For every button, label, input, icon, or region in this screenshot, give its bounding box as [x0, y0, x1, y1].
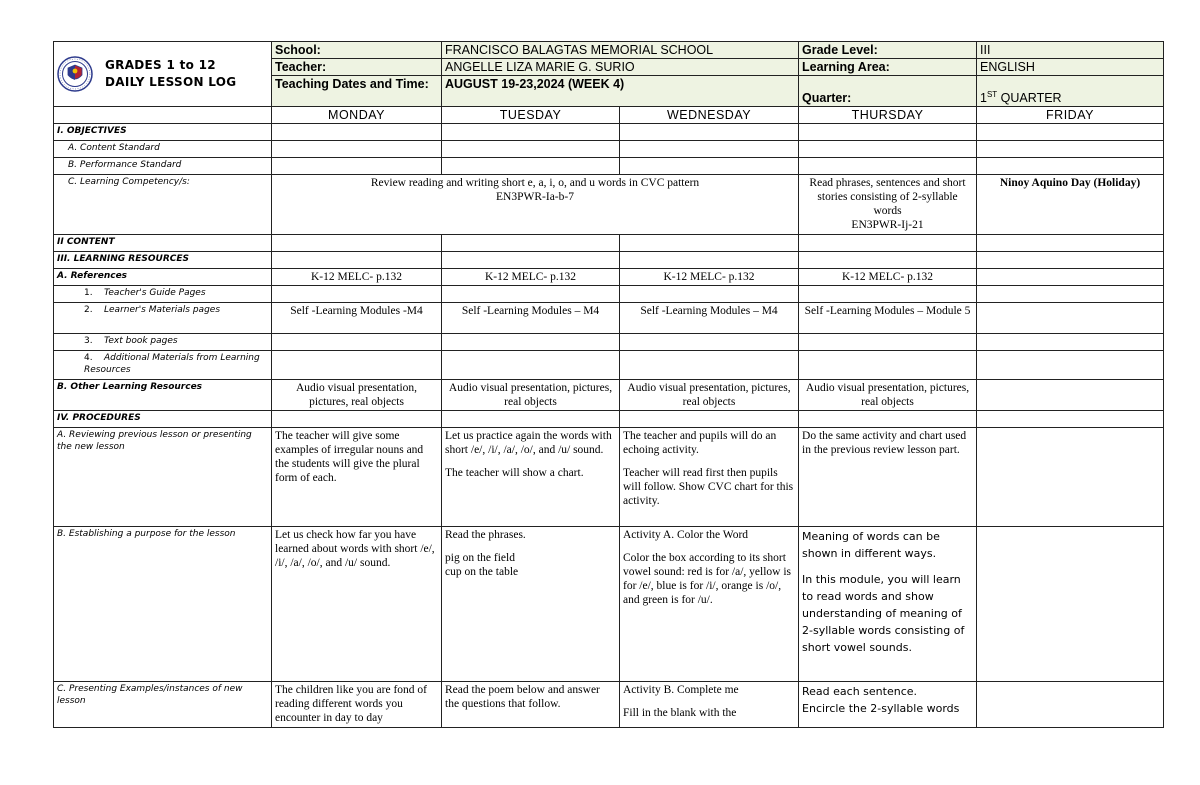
day-friday: FRIDAY	[977, 107, 1164, 124]
grade-value: III	[977, 42, 1164, 59]
additional-materials-label: 4. Additional Materials from Learning Resources	[54, 351, 272, 380]
references-label: A. References	[54, 269, 272, 286]
day-thursday: THURSDAY	[799, 107, 977, 124]
proc-b-tue: Read the phrases. pig on the field cup on the table	[442, 527, 620, 682]
day-wednesday: WEDNESDAY	[620, 107, 799, 124]
procedures-label: IV. PROCEDURES	[54, 411, 272, 428]
quarter-value: 1ST QUARTER	[977, 76, 1164, 107]
lm-thu: Self -Learning Modules – Module 5	[799, 303, 977, 334]
log-title-line2: DAILY LESSON LOG	[105, 75, 237, 89]
proc-c-label: C. Presenting Examples/instances of new lesson	[54, 682, 272, 728]
dates-value: AUGUST 19-23,2024 (WEEK 4)	[442, 76, 799, 107]
competency-mon-wed: Review reading and writing short e, a, i, o, and u words in CVC pattern EN3PWR-Ia-b-7	[272, 175, 799, 235]
competency-thursday: Read phrases, sentences and short stories consisting of 2-syllable words EN3PWR-Ij-21	[799, 175, 977, 235]
day-tuesday: TUESDAY	[442, 107, 620, 124]
day-monday: MONDAY	[272, 107, 442, 124]
ref-tue: K-12 MELC- p.132	[442, 269, 620, 286]
lm-tue: Self -Learning Modules – M4	[442, 303, 620, 334]
content-label: II CONTENT	[54, 235, 272, 252]
ref-thu: K-12 MELC- p.132	[799, 269, 977, 286]
proc-a-mon: The teacher will give some examples of irregular nouns and the students will give the plural form of each.	[272, 428, 442, 527]
grade-label: Grade Level:	[799, 42, 977, 59]
proc-a-wed: The teacher and pupils will do an echoing activity. Teacher will read first then pupils will follow. Show CVC chart for this activity.	[620, 428, 799, 527]
other-resources-label: B. Other Learning Resources	[54, 380, 272, 411]
textbook-pages-label: 3. Text book pages	[54, 334, 272, 351]
header-title-cell	[54, 42, 272, 107]
log-title-line1: GRADES 1 to 12	[105, 58, 216, 72]
school-label: School:	[272, 42, 442, 59]
proc-a-tue: Let us practice again the words with short /e/, /i/, /a/, /o/, and /u/ sound. The teacher will show a chart.	[442, 428, 620, 527]
proc-c-thu: Read each sentence. Encircle the 2-syllable words	[799, 682, 977, 728]
school-value: FRANCISCO BALAGTAS MEMORIAL SCHOOL	[442, 42, 799, 59]
teachers-guide-label: 1. Teacher's Guide Pages	[54, 286, 272, 303]
proc-b-thu: Meaning of words can be shown in different ways. In this module, you will learn to read words and show understanding of meaning of 2-syllable words consisting of short vowel sounds.	[799, 527, 977, 682]
other-res-mon: Audio visual presentation, pictures, real objects	[272, 380, 442, 411]
other-res-thu: Audio visual presentation, pictures, real objects	[799, 380, 977, 411]
proc-b-mon: Let us check how far you have learned about words with short /e/, /i/, /a/, /o/, and /u/ sound.	[272, 527, 442, 682]
dates-label: Teaching Dates and Time:	[272, 76, 442, 107]
ref-mon: K-12 MELC- p.132	[272, 269, 442, 286]
proc-c-tue: Read the poem below and answer the questions that follow.	[442, 682, 620, 728]
proc-c-wed: Activity B. Complete me Fill in the blank with the	[620, 682, 799, 728]
learners-materials-label: 2. Learner's Materials pages	[54, 303, 272, 334]
competency-label: C. Learning Competency/s:	[54, 175, 272, 235]
competency-friday: Ninoy Aquino Day (Holiday)	[977, 175, 1164, 235]
day-header-blank	[54, 107, 272, 124]
deped-seal-icon	[57, 56, 93, 92]
performance-standard-label: B. Performance Standard	[54, 158, 272, 175]
lm-mon: Self -Learning Modules -M4	[272, 303, 442, 334]
area-value: ENGLISH	[977, 59, 1164, 76]
objectives-label: I. OBJECTIVES	[54, 124, 272, 141]
proc-a-label: A. Reviewing previous lesson or presenting the new lesson	[54, 428, 272, 527]
learning-resources-label: III. LEARNING RESOURCES	[54, 252, 272, 269]
quarter-label: Quarter:	[799, 76, 977, 107]
proc-a-thu: Do the same activity and chart used in the previous review lesson part.	[799, 428, 977, 527]
proc-c-mon: The children like you are fond of reading different words you encounter in day to day	[272, 682, 442, 728]
other-res-tue: Audio visual presentation, pictures, real objects	[442, 380, 620, 411]
teacher-value: ANGELLE LIZA MARIE G. SURIO	[442, 59, 799, 76]
teacher-label: Teacher:	[272, 59, 442, 76]
proc-b-label: B. Establishing a purpose for the lesson	[54, 527, 272, 682]
content-standard-label: A. Content Standard	[54, 141, 272, 158]
daily-lesson-log-table	[53, 41, 1164, 728]
other-res-wed: Audio visual presentation, pictures, real objects	[620, 380, 799, 411]
area-label: Learning Area:	[799, 59, 977, 76]
lm-wed: Self -Learning Modules – M4	[620, 303, 799, 334]
ref-wed: K-12 MELC- p.132	[620, 269, 799, 286]
proc-b-wed: Activity A. Color the Word Color the box according to its short vowel sound: red is for /a/, yellow is for /e/, blue is for /i/, orange is /o/, and green is for /u/.	[620, 527, 799, 682]
